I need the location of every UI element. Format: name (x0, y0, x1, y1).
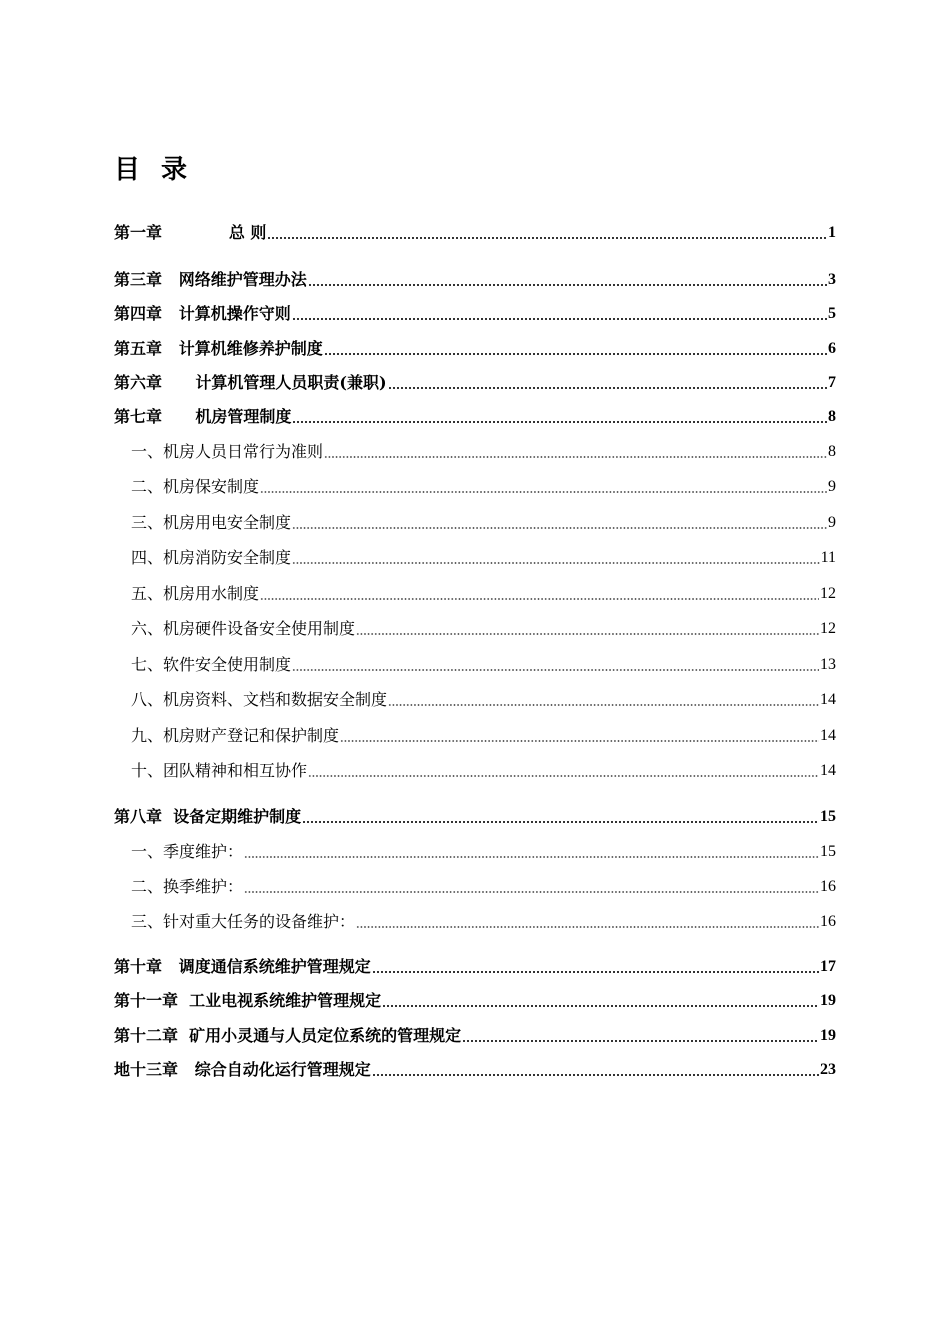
toc-entry-label: 第三章 网络维护管理办法 (114, 270, 307, 289)
toc-entry-section[interactable] (131, 437, 836, 463)
toc-entry-label: 第四章 计算机操作守则 (114, 304, 291, 323)
dot-leader (462, 1040, 819, 1042)
dot-leader (356, 926, 819, 928)
toc-entry-section[interactable] (131, 685, 836, 711)
toc-entry-page-number: 9 (828, 514, 836, 531)
toc-entry-page-number: 12 (820, 585, 836, 602)
toc-entry-chapter-3[interactable] (114, 265, 836, 291)
toc-entry-page-number: 17 (820, 958, 836, 975)
toc-entry-chapter-10[interactable] (114, 952, 836, 978)
toc-entry-page-number: 5 (828, 305, 836, 322)
toc-entry-label: 三、针对重大任务的设备维护： (131, 912, 356, 931)
dot-leader (292, 562, 820, 564)
toc-entry-section[interactable] (131, 614, 836, 640)
toc-entry-chapter-8[interactable] (114, 802, 836, 828)
toc-entry-label: 第八章 设备定期维护制度 (114, 807, 302, 826)
toc-entry-section[interactable] (131, 756, 836, 782)
toc-entry-page-number: 14 (820, 762, 836, 779)
toc-entry-page-number: 13 (820, 656, 836, 673)
toc-entry-section[interactable] (131, 650, 836, 676)
dot-leader (260, 598, 819, 600)
toc-entry-label: 八、机房资料、文档和数据安全制度 (131, 690, 388, 709)
toc-heading: 目 录 (114, 155, 194, 185)
toc-entry-page-number: 8 (828, 443, 836, 460)
dot-leader (292, 421, 827, 423)
toc-entry-page-number: 19 (820, 1027, 836, 1044)
toc-entry-section[interactable] (131, 837, 836, 863)
toc-entry-label: 五、机房用水制度 (131, 584, 260, 603)
dot-leader (324, 456, 827, 458)
dot-leader (292, 318, 827, 320)
toc-entry-page-number: 1 (828, 224, 836, 241)
toc-entry-page-number: 15 (820, 808, 836, 825)
toc-entry-page-number: 16 (820, 913, 836, 930)
dot-leader (244, 856, 819, 858)
toc-entry-label: 第五章 计算机维修养护制度 (114, 339, 323, 358)
toc-entry-chapter-13[interactable] (114, 1055, 836, 1081)
dot-leader (382, 1005, 819, 1007)
toc-entry-section[interactable] (131, 907, 836, 933)
toc-entry-label: 第一章 总 则 (114, 223, 267, 242)
toc-entry-page-number: 7 (828, 374, 836, 391)
toc-entry-label: 第七章 机房管理制度 (114, 407, 292, 426)
toc-entry-label: 第十一章 工业电视系统维护管理规定 (114, 991, 382, 1010)
toc-entry-chapter-5[interactable] (114, 334, 836, 360)
toc-entry-label: 一、机房人员日常行为准则 (131, 442, 324, 461)
toc-entry-label: 七、软件安全使用制度 (131, 655, 292, 674)
dot-leader (372, 1074, 819, 1076)
toc-entry-page-number: 14 (820, 691, 836, 708)
toc-entry-chapter-7[interactable] (114, 402, 836, 428)
toc-entry-section[interactable] (131, 721, 836, 747)
toc-entry-section[interactable] (131, 579, 836, 605)
toc-entry-label: 二、换季维护： (131, 877, 244, 896)
dot-leader (302, 821, 819, 823)
dot-leader (356, 633, 819, 635)
toc-entry-page-number: 3 (828, 271, 836, 288)
toc-entry-page-number: 23 (820, 1061, 836, 1078)
toc-entry-page-number: 12 (820, 620, 836, 637)
toc-entry-section[interactable] (131, 508, 836, 534)
toc-entry-page-number: 6 (828, 340, 836, 357)
toc-entry-section[interactable] (131, 543, 836, 569)
dot-leader (292, 669, 819, 671)
toc-entry-section[interactable] (131, 872, 836, 898)
toc-entry-label: 九、机房财产登记和保护制度 (131, 726, 340, 745)
toc-entry-page-number: 9 (828, 478, 836, 495)
dot-leader (340, 740, 819, 742)
dot-leader (372, 971, 819, 973)
dot-leader (308, 775, 819, 777)
toc-entry-label: 第十章 调度通信系统维护管理规定 (114, 957, 371, 976)
toc-entry-page-number: 15 (820, 843, 836, 860)
toc-entry-label: 地十三章 综合自动化运行管理规定 (114, 1060, 371, 1079)
toc-entry-label: 四、机房消防安全制度 (131, 548, 292, 567)
toc-entry-label: 一、季度维护： (131, 842, 244, 861)
toc-entry-chapter-11[interactable] (114, 986, 836, 1012)
toc-entry-chapter-1[interactable] (114, 218, 836, 244)
dot-leader (267, 237, 827, 239)
dot-leader (292, 527, 827, 529)
toc-entry-label: 二、机房保安制度 (131, 477, 260, 496)
toc-entry-chapter-6[interactable] (114, 368, 836, 394)
toc-entry-chapter-4[interactable] (114, 299, 836, 325)
toc-entry-page-number: 8 (828, 408, 836, 425)
toc-entry-label: 三、机房用电安全制度 (131, 513, 292, 532)
toc-entry-page-number: 11 (820, 549, 836, 566)
toc-entry-chapter-12[interactable] (114, 1021, 836, 1047)
toc-entry-label: 第六章 计算机管理人员职责(兼职) (114, 373, 387, 392)
toc-entry-label: 十、团队精神和相互协作 (131, 761, 308, 780)
toc-entry-page-number: 16 (820, 878, 836, 895)
toc-entry-label: 六、机房硬件设备安全使用制度 (131, 619, 356, 638)
toc-entry-page-number: 19 (820, 992, 836, 1009)
dot-leader (308, 284, 827, 286)
toc-entry-page-number: 14 (820, 727, 836, 744)
dot-leader (388, 387, 827, 389)
dot-leader (324, 353, 827, 355)
dot-leader (260, 491, 827, 493)
dot-leader (244, 891, 819, 893)
toc-entry-section[interactable] (131, 472, 836, 498)
dot-leader (388, 704, 819, 706)
toc-entry-label: 第十二章 矿用小灵通与人员定位系统的管理规定 (114, 1026, 462, 1045)
